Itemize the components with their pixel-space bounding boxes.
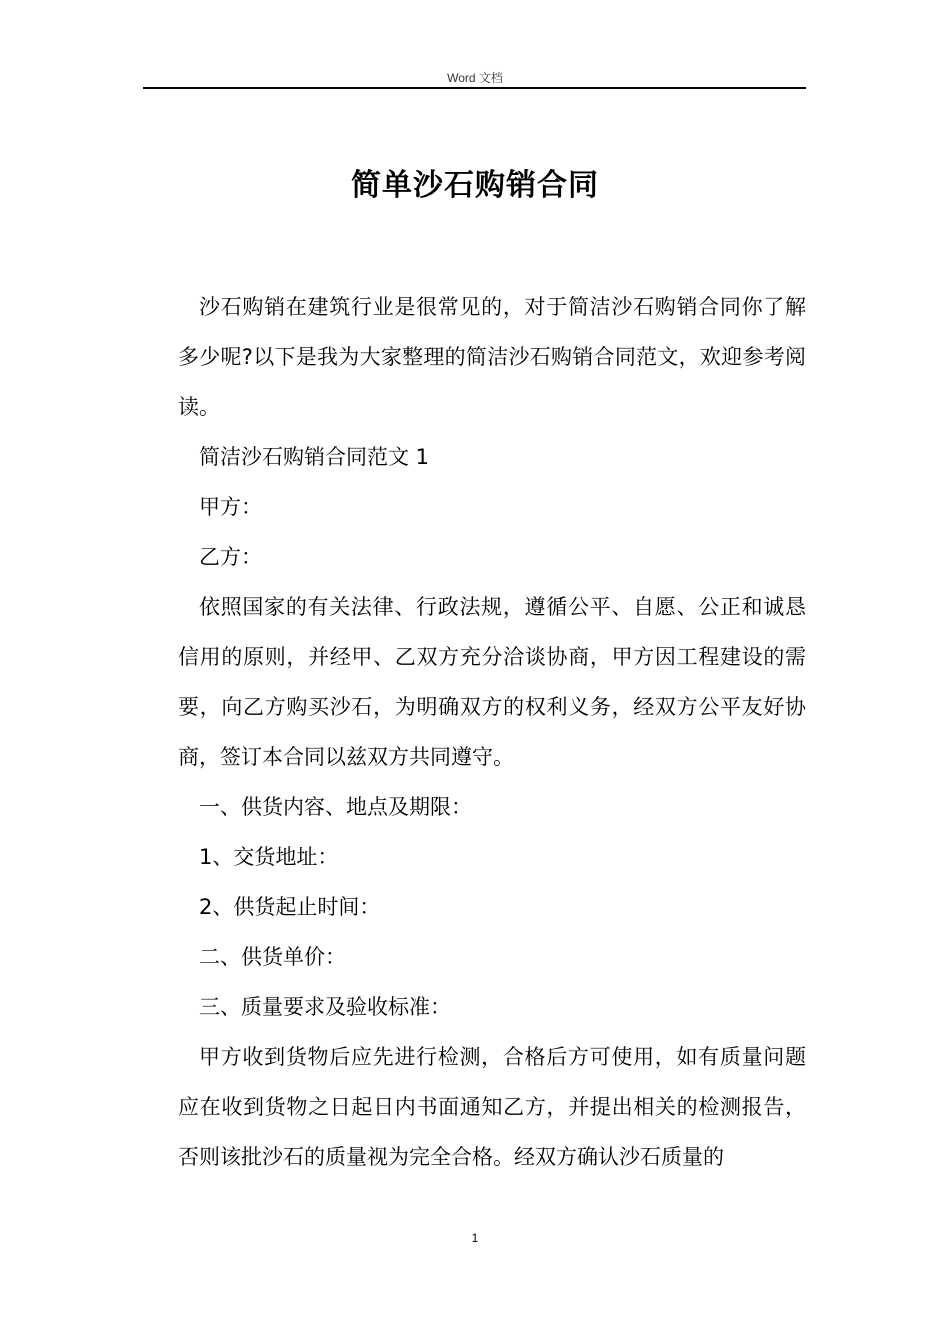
paragraph-quality-inspection: 甲方收到货物后应先进行检测，合格后方可使用，如有质量问题应在收到货物之日起日内书面通知乙方，并提出相关的检测报告，否则该批沙石的质量视为完全合格。经双方确认沙石质量的	[178, 1045, 806, 1169]
paragraph-intro: 沙石购销在建筑行业是很常见的，对于简洁沙石购销合同你了解多少呢?以下是我为大家整理的简洁沙石购销合同范文，欢迎参考阅读。	[178, 295, 806, 419]
page-header-rule	[143, 87, 806, 89]
document-body	[178, 282, 806, 1182]
paragraph-clause-1: 一、供货内容、地点及期限：	[199, 795, 472, 819]
paragraph-supply-period: 2、供货起止时间：	[199, 895, 381, 919]
paragraph-party-a: 甲方：	[199, 495, 262, 519]
paragraph-section-title: 简洁沙石购销合同范文 1	[199, 445, 430, 469]
paragraph-preamble: 依照国家的有关法律、行政法规，遵循公平、自愿、公正和诚恳信用的原则，并经甲、乙双方充分洽谈协商，甲方因工程建设的需要，向乙方购买沙石，为明确双方的权利义务，经双方公平友好协商，签订本合同以兹双方共同遵守。	[178, 595, 806, 769]
document-title: 简单沙石购销合同	[351, 168, 599, 203]
paragraph-delivery-address: 1、交货地址：	[199, 845, 339, 869]
paragraph-party-b: 乙方：	[199, 545, 262, 569]
page-number: 1	[471, 1231, 479, 1245]
paragraph-clause-2: 二、供货单价：	[199, 945, 346, 969]
page-header-text: Word 文档	[447, 71, 503, 85]
paragraph-clause-3: 三、质量要求及验收标准：	[199, 995, 451, 1019]
